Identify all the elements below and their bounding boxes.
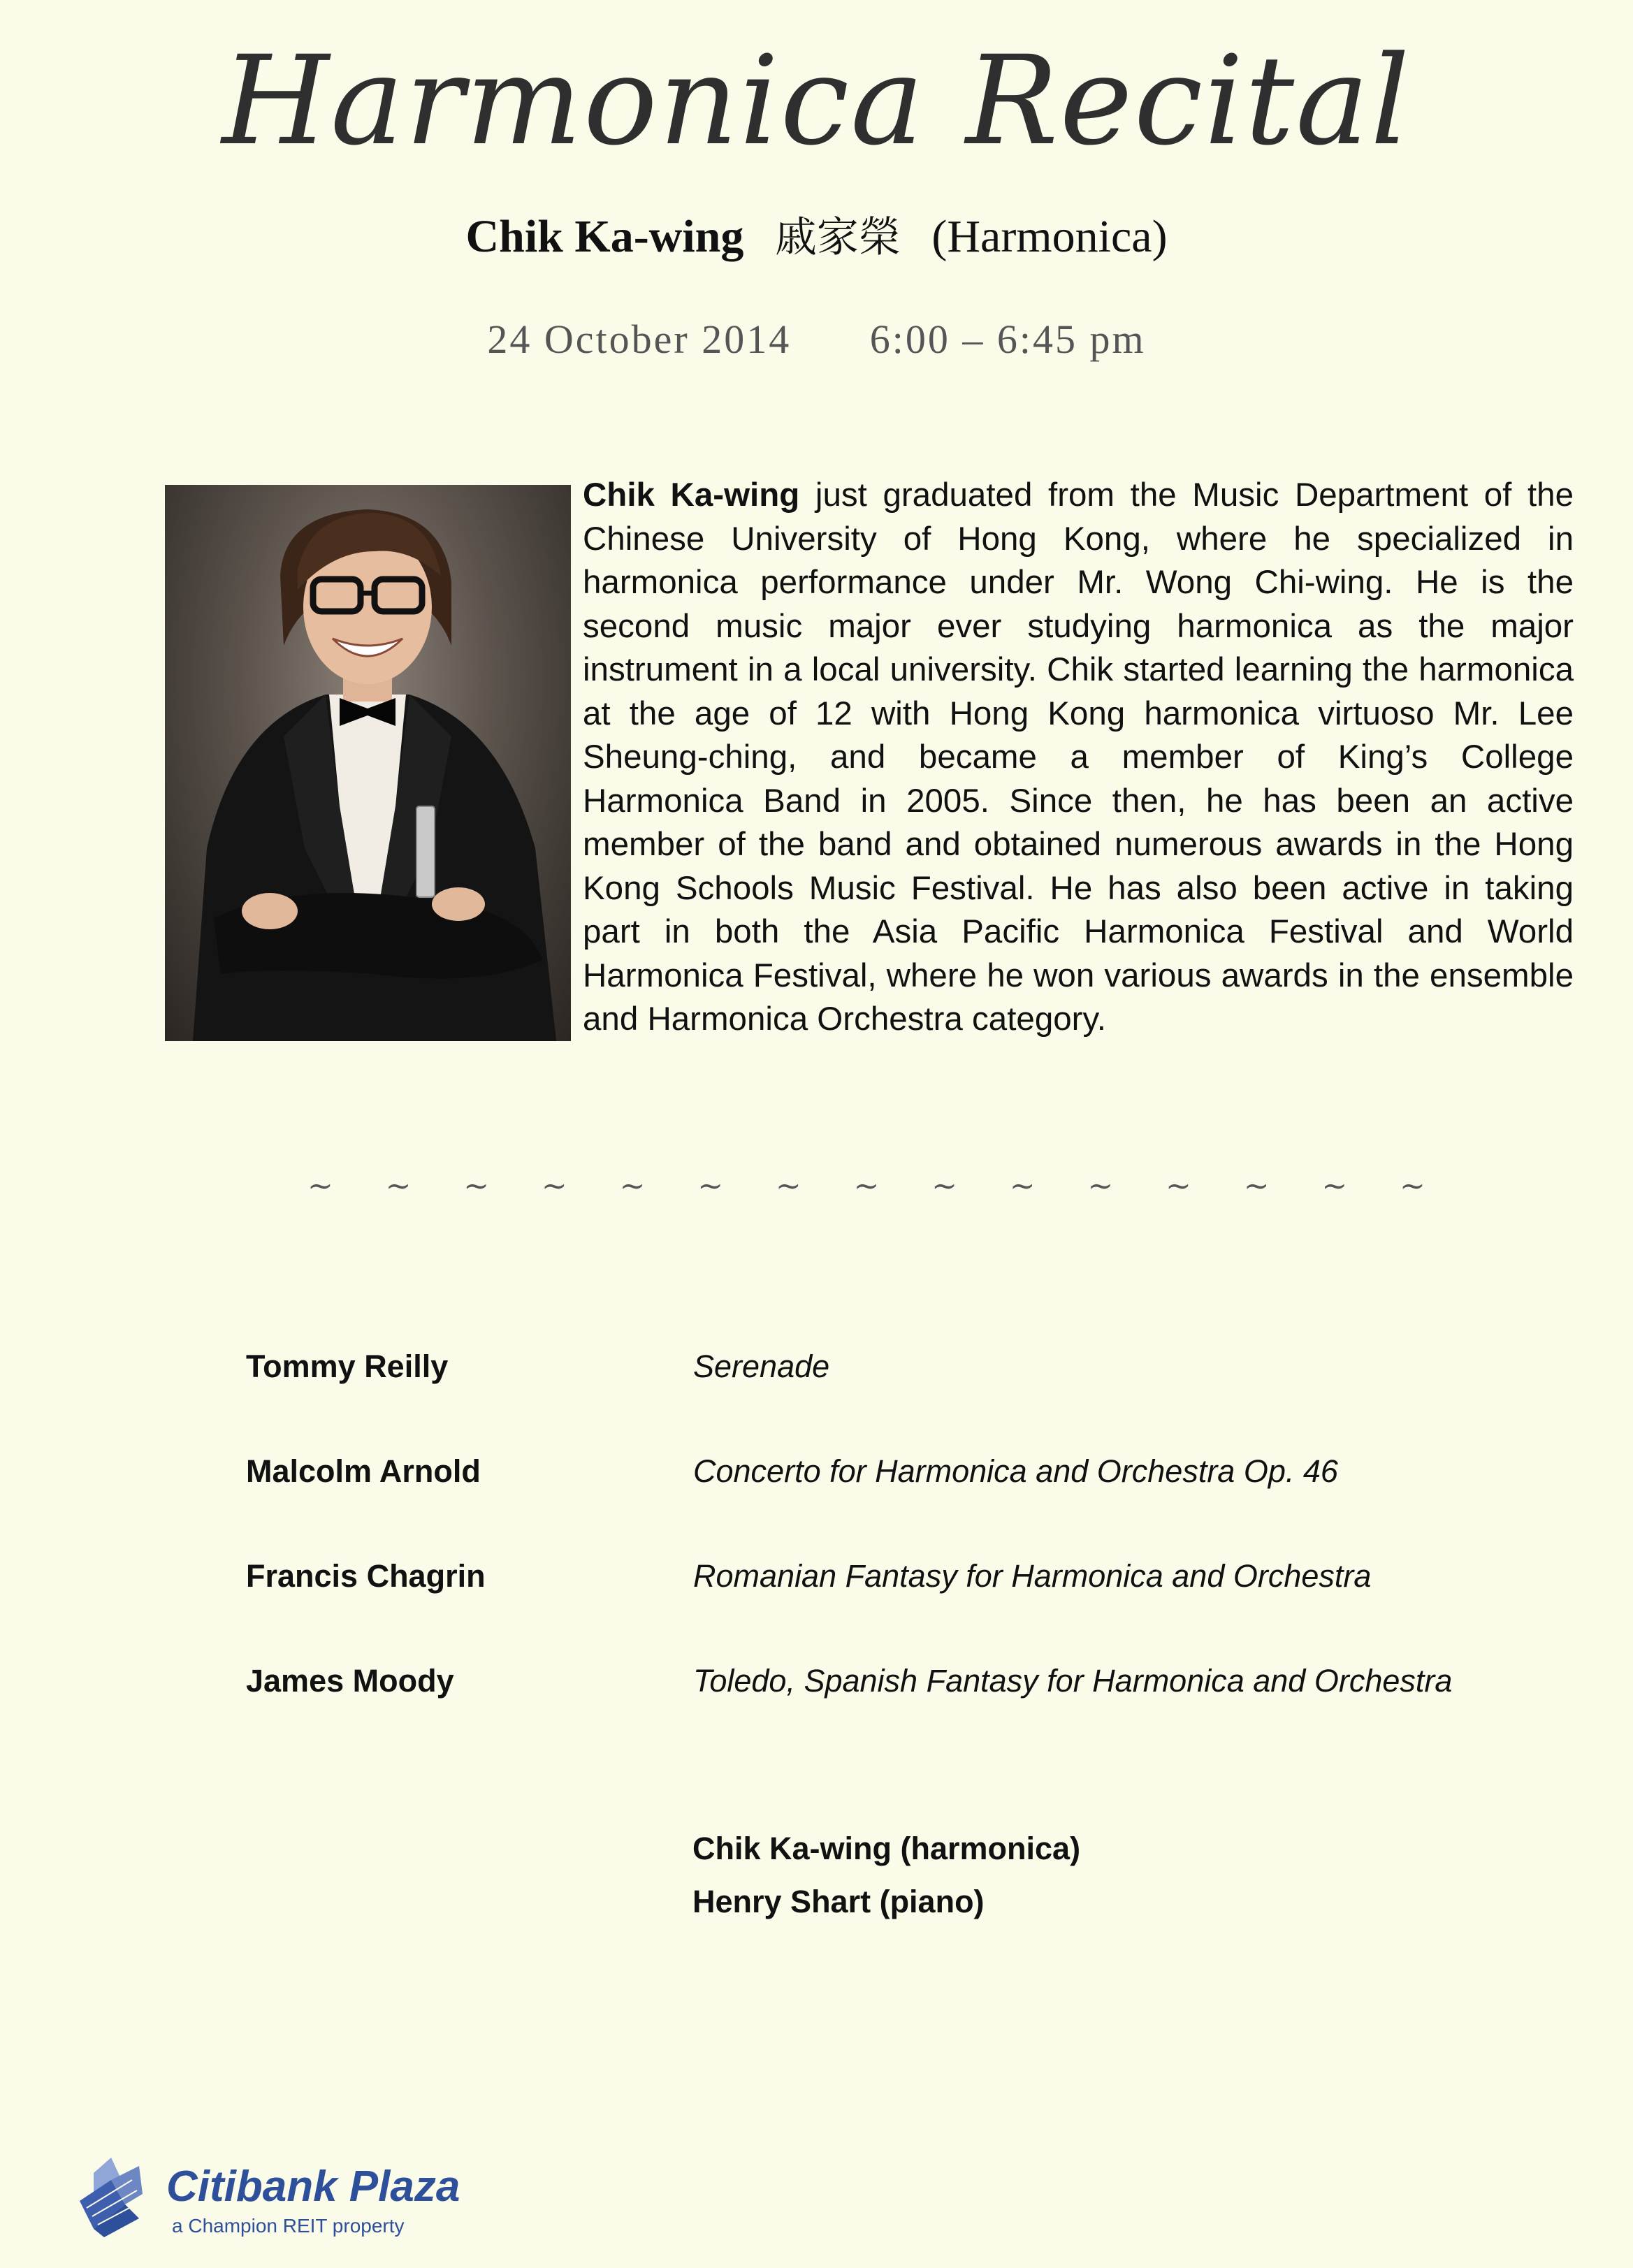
performer-photo — [165, 485, 571, 1041]
divider-tilde: ~ — [1399, 1168, 1425, 1204]
divider-tilde: ~ — [541, 1168, 567, 1204]
composer-name: Francis Chagrin — [246, 1558, 486, 1594]
performer-chinese-name: 戚家榮 — [774, 213, 901, 262]
divider-tilde: ~ — [1087, 1168, 1114, 1204]
divider-tilde: ~ — [931, 1168, 957, 1204]
divider-tilde: ~ — [697, 1168, 724, 1204]
composer-name: Tommy Reilly — [246, 1349, 449, 1384]
work-title: Serenade — [693, 1349, 830, 1384]
work-title: Romanian Fantasy for Harmonica and Orchestra — [693, 1558, 1372, 1594]
sponsor-logo — [73, 2152, 520, 2243]
composer-name: James Moody — [246, 1663, 454, 1699]
event-time: 6:00 – 6:45 pm — [869, 317, 1146, 362]
bio-performer-name: Chik Ka-wing — [583, 477, 800, 514]
event-date: 24 October 2014 — [487, 317, 792, 362]
divider-tilde: ~ — [307, 1168, 333, 1204]
work-title: Toledo, Spanish Fantasy for Harmonica and Orchestra — [693, 1663, 1453, 1699]
performer-instrument: (Harmonica) — [931, 211, 1168, 262]
sponsor-tagline: a Champion REIT property — [172, 2215, 405, 2237]
page-title: Harmonica Recital — [222, 29, 1411, 173]
performer-credit: Henry Shart (piano) — [692, 1884, 985, 1919]
performers-list — [692, 1822, 1080, 1928]
performer-name: Chik Ka-wing — [465, 211, 744, 262]
divider-tilde: ~ — [385, 1168, 412, 1204]
program-item — [246, 1349, 1574, 1453]
event-datetime — [0, 316, 1633, 363]
divider-tilde: ~ — [853, 1168, 880, 1204]
citibank-plaza-logo-icon — [73, 2152, 150, 2237]
divider-tilde: ~ — [1243, 1168, 1270, 1204]
composer-name: Malcolm Arnold — [246, 1453, 481, 1489]
divider-tilde: ~ — [1321, 1168, 1348, 1204]
performer-biography — [583, 474, 1574, 1042]
program-item — [246, 1453, 1574, 1558]
performer-heading — [0, 204, 1633, 264]
divider-tilde: ~ — [619, 1168, 646, 1204]
section-divider — [307, 1168, 1425, 1204]
work-title: Concerto for Harmonica and Orchestra Op. 46 — [693, 1453, 1338, 1489]
program-item — [246, 1663, 1574, 1768]
sponsor-name: Citibank Plaza — [166, 2162, 460, 2211]
divider-tilde: ~ — [775, 1168, 801, 1204]
bio-text: just graduated from the Music Department of the Chinese University of Hong Kong, where he specialized in harmonica performance under Mr. Wong Chi-wing. He is the second music major ever studying harmonica as the major instrument in a local university. Chik started learning the harmonica at the age of 12 with Hong Kong harmonica virtuoso Mr. Lee Sheung-ching, and became a member of King’s College Harmonica Band in 2005. Since then, he has been an active member of the band and obtained numerous awards in the Hong Kong Schools Music Festival. He has also been active in taking part in both the Asia Pacific Harmonica Festival and World Harmonica Festival, where he won various awards in the ensemble and Harmonica Orchestra category. — [583, 477, 1574, 1038]
divider-tilde: ~ — [1166, 1168, 1191, 1204]
divider-tilde: ~ — [463, 1168, 490, 1204]
performer-credit: Chik Ka-wing (harmonica) — [692, 1831, 1081, 1866]
program-item — [246, 1558, 1574, 1663]
program-list — [246, 1349, 1574, 1768]
divider-tilde: ~ — [1009, 1168, 1036, 1204]
